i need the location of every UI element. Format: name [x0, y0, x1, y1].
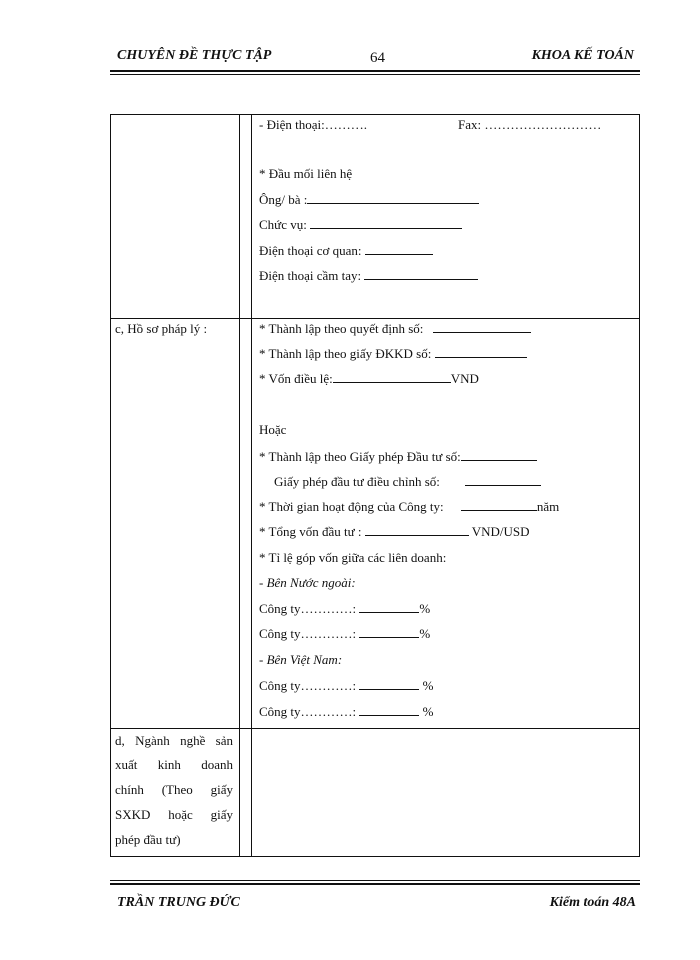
blank-line — [359, 678, 419, 690]
business-reg-label: * Thành lập theo giấy ĐKKD số: — [259, 346, 432, 361]
business-line-label-3: chính (Theo giấy — [115, 782, 233, 797]
total-investment-field[interactable] — [259, 524, 530, 540]
business-line-label-5: phép đầu tư) — [115, 832, 181, 847]
percent-sign: % — [419, 601, 431, 616]
decision-number-field[interactable] — [259, 321, 531, 337]
blank-line — [310, 217, 462, 229]
percent-sign: % — [422, 678, 434, 693]
footer-rule-thick — [110, 883, 640, 885]
footer-author: TRẦN TRUNG ĐỨC — [117, 895, 240, 910]
foreign-side-label: - Bên Nước ngoài: — [259, 575, 356, 590]
operation-period-label: * Thời gian hoạt động của Công ty: — [259, 499, 444, 514]
blank-line — [364, 268, 478, 280]
blank-line — [435, 346, 527, 358]
percent-sign: % — [422, 704, 434, 719]
row-divider-c — [110, 318, 640, 319]
blank-line — [461, 449, 537, 461]
company-label: Công ty…………: — [259, 678, 357, 693]
mobile-phone-field[interactable] — [259, 268, 478, 284]
legal-docs-label: c, Hồ sơ pháp lý : — [115, 321, 208, 336]
footer-rule-thin — [110, 880, 640, 881]
foreign-company-1-field[interactable] — [259, 601, 430, 617]
decision-number-label: * Thành lập theo quyết định số: — [259, 321, 424, 336]
blank-line — [365, 243, 433, 255]
table-top-border — [110, 114, 640, 115]
amended-license-field[interactable] — [274, 474, 541, 490]
total-investment-label: * Tổng vốn đầu tư : — [259, 524, 362, 539]
foreign-company-2-field[interactable] — [259, 626, 430, 642]
operation-period-field[interactable] — [259, 499, 559, 515]
charter-capital-field[interactable] — [259, 371, 479, 387]
blank-line — [359, 626, 419, 638]
total-investment-unit: VND/USD — [471, 524, 530, 539]
contact-position-label: Chức vụ: — [259, 217, 307, 232]
or-label: Hoặc — [259, 422, 287, 437]
company-label: Công ty…………: — [259, 704, 357, 719]
blank-line — [365, 524, 469, 536]
percent-sign: % — [419, 626, 431, 641]
business-line-label-1: d, Ngành nghề sản — [115, 733, 233, 748]
table-bottom-border — [110, 856, 640, 857]
vietnam-company-1-field[interactable] — [259, 678, 434, 694]
business-reg-field[interactable] — [259, 346, 527, 362]
company-label: Công ty…………: — [259, 601, 357, 616]
blank-line — [333, 371, 451, 383]
table-left-border — [110, 114, 111, 857]
footer-class: Kiểm toán 48A — [549, 895, 636, 910]
blank-line — [465, 474, 541, 486]
blank-line — [359, 601, 419, 613]
header-department: KHOA KẾ TOÁN — [531, 48, 634, 63]
business-line-label-4: SXKD hoặc giấy — [115, 807, 233, 822]
vietnam-side-label: - Bên Việt Nam: — [259, 652, 343, 667]
column-divider-1 — [239, 114, 240, 857]
contact-name-field[interactable] — [259, 192, 479, 208]
amended-license-label: Giấy phép đầu tư điều chỉnh số: — [274, 474, 440, 489]
office-phone-label: Điện thoại cơ quan: — [259, 243, 362, 258]
contact-heading: * Đầu mối liên hệ — [259, 166, 353, 181]
investment-license-field[interactable] — [259, 449, 537, 465]
mobile-phone-label: Điện thoại cầm tay: — [259, 268, 362, 283]
header-title: CHUYÊN ĐỀ THỰC TẬP — [117, 48, 272, 63]
vietnam-company-2-field[interactable] — [259, 704, 434, 720]
blank-line — [461, 499, 537, 511]
operation-period-unit: năm — [536, 499, 560, 514]
fax-label: Fax: ……………………… — [458, 117, 602, 132]
header-rule-thick — [110, 70, 640, 72]
business-line-label-2: xuất kinh doanh — [115, 757, 233, 772]
contact-name-label: Ông/ bà : — [259, 192, 308, 207]
page-number: 64 — [370, 50, 385, 66]
table-right-border — [639, 114, 640, 857]
blank-line — [433, 321, 531, 333]
company-label: Công ty…………: — [259, 626, 357, 641]
office-phone-field[interactable] — [259, 243, 433, 259]
business-line-input[interactable] — [253, 730, 638, 855]
investment-license-label: * Thành lập theo Giấy phép Đầu tư số: — [259, 449, 461, 464]
contact-position-field[interactable] — [259, 217, 462, 233]
blank-line — [359, 704, 419, 716]
header-rule-thin — [110, 74, 640, 75]
blank-line — [307, 192, 479, 204]
row-divider-d — [110, 728, 640, 729]
charter-capital-label: * Vốn điều lệ: — [259, 371, 333, 386]
charter-capital-unit: VND — [450, 371, 479, 386]
column-divider-2 — [251, 114, 252, 857]
capital-ratio-label: * Tỉ lệ góp vốn giữa các liên doanh: — [259, 550, 447, 565]
phone-label: - Điện thoại:………. — [259, 117, 367, 132]
